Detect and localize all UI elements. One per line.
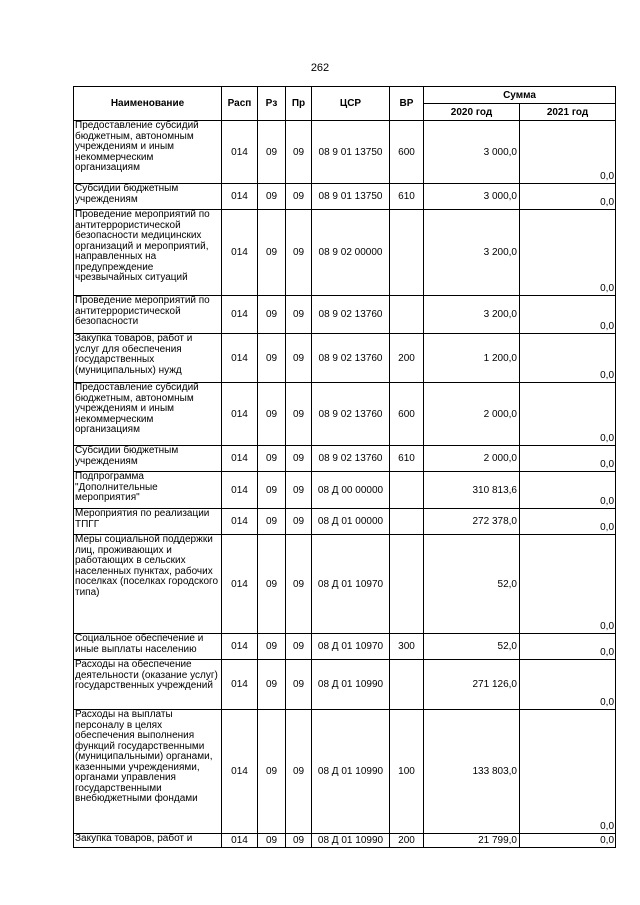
row-vr-cell bbox=[390, 660, 424, 710]
row-pr-cell: 09 bbox=[286, 446, 312, 472]
row-vr-cell bbox=[390, 509, 424, 535]
table-row bbox=[74, 296, 616, 334]
row-rasp-cell: 014 bbox=[222, 834, 258, 848]
row-csr-cell: 08 Д 00 00000 bbox=[312, 472, 390, 509]
row-name-cell: Закупка товаров, работ и bbox=[74, 834, 222, 848]
row-rz-cell: 09 bbox=[258, 184, 286, 210]
row-2020-cell: 133 803,0 bbox=[424, 710, 520, 834]
row-vr-cell bbox=[390, 210, 424, 296]
row-pr-cell: 09 bbox=[286, 184, 312, 210]
row-name-cell: Социальное обеспечение и иные выплаты населению bbox=[74, 634, 222, 660]
row-csr-cell: 08 Д 01 10970 bbox=[312, 634, 390, 660]
row-vr-cell: 610 bbox=[390, 184, 424, 210]
table-row bbox=[74, 660, 616, 710]
row-pr-cell: 09 bbox=[286, 535, 312, 634]
row-rz-cell: 09 bbox=[258, 660, 286, 710]
row-rasp-cell: 014 bbox=[222, 660, 258, 710]
row-csr-cell: 08 Д 01 10990 bbox=[312, 710, 390, 834]
row-rasp-cell: 014 bbox=[222, 383, 258, 446]
row-rz-cell: 09 bbox=[258, 710, 286, 834]
row-vr-cell: 200 bbox=[390, 334, 424, 383]
row-2020-cell: 52,0 bbox=[424, 535, 520, 634]
row-2021-cell: 0,0 bbox=[520, 660, 616, 710]
row-pr-cell: 09 bbox=[286, 634, 312, 660]
row-2020-cell: 272 378,0 bbox=[424, 509, 520, 535]
table-row bbox=[74, 383, 616, 446]
table-row bbox=[74, 334, 616, 383]
header-rasp: Расп bbox=[222, 87, 258, 121]
header-sum: Сумма bbox=[424, 87, 616, 104]
header-2021: 2021 год bbox=[520, 104, 616, 121]
row-rz-cell: 09 bbox=[258, 446, 286, 472]
row-2021-cell: 0,0 bbox=[520, 383, 616, 446]
row-2020-cell: 2 000,0 bbox=[424, 446, 520, 472]
header-rz: Рз bbox=[258, 87, 286, 121]
row-rz-cell: 09 bbox=[258, 535, 286, 634]
row-2021-cell: 0,0 bbox=[520, 334, 616, 383]
row-pr-cell: 09 bbox=[286, 210, 312, 296]
table-row bbox=[74, 535, 616, 634]
budget-table bbox=[73, 86, 616, 848]
row-name-cell: Предоставление субсидий бюджетным, автономным учреждениям и иным некоммерческим организациям bbox=[74, 383, 222, 446]
row-2021-cell: 0,0 bbox=[520, 446, 616, 472]
row-vr-cell: 200 bbox=[390, 834, 424, 848]
row-2020-cell: 21 799,0 bbox=[424, 834, 520, 848]
table-row bbox=[74, 634, 616, 660]
row-rz-cell: 09 bbox=[258, 334, 286, 383]
table-row bbox=[74, 710, 616, 834]
row-name-cell: Закупка товаров, работ и услуг для обеспечения государственных (муниципальных) нужд bbox=[74, 334, 222, 383]
row-pr-cell: 09 bbox=[286, 121, 312, 184]
row-rasp-cell: 014 bbox=[222, 472, 258, 509]
row-2021-cell: 0,0 bbox=[520, 634, 616, 660]
row-2020-cell: 3 200,0 bbox=[424, 210, 520, 296]
header-2020: 2020 год bbox=[424, 104, 520, 121]
row-pr-cell: 09 bbox=[286, 509, 312, 535]
row-csr-cell: 08 Д 01 10990 bbox=[312, 834, 390, 848]
row-rasp-cell: 014 bbox=[222, 121, 258, 184]
row-pr-cell: 09 bbox=[286, 710, 312, 834]
row-2020-cell: 271 126,0 bbox=[424, 660, 520, 710]
table-row bbox=[74, 210, 616, 296]
row-rasp-cell: 014 bbox=[222, 634, 258, 660]
row-rasp-cell: 014 bbox=[222, 446, 258, 472]
row-rasp-cell: 014 bbox=[222, 334, 258, 383]
table-row bbox=[74, 472, 616, 509]
header-csr: ЦСР bbox=[312, 87, 390, 121]
row-name-cell: Подпрограмма "Дополнительные мероприятия" bbox=[74, 472, 222, 509]
row-2020-cell: 3 000,0 bbox=[424, 121, 520, 184]
page-number: 262 bbox=[310, 62, 330, 74]
row-name-cell: Предоставление субсидий бюджетным, автономным учреждениям и иным некоммерческим организациям bbox=[74, 121, 222, 184]
row-vr-cell: 100 bbox=[390, 710, 424, 834]
row-rz-cell: 09 bbox=[258, 634, 286, 660]
row-rasp-cell: 014 bbox=[222, 184, 258, 210]
row-2021-cell: 0,0 bbox=[520, 535, 616, 634]
row-name-cell: Мероприятия по реализации ТПГГ bbox=[74, 509, 222, 535]
row-vr-cell bbox=[390, 472, 424, 509]
table-header bbox=[74, 87, 616, 121]
row-2021-cell: 0,0 bbox=[520, 472, 616, 509]
row-pr-cell: 09 bbox=[286, 334, 312, 383]
row-vr-cell: 600 bbox=[390, 383, 424, 446]
row-2020-cell: 1 200,0 bbox=[424, 334, 520, 383]
row-name-cell: Проведение мероприятий по антитеррористической безопасности bbox=[74, 296, 222, 334]
row-name-cell: Субсидии бюджетным учреждениям bbox=[74, 446, 222, 472]
row-rz-cell: 09 bbox=[258, 296, 286, 334]
row-rz-cell: 09 bbox=[258, 210, 286, 296]
row-csr-cell: 08 Д 01 00000 bbox=[312, 509, 390, 535]
row-name-cell: Меры социальной поддержки лиц, проживающих и работающих в сельских населенных пунктах, рабочих поселках (поселках городского типа) bbox=[74, 535, 222, 634]
row-vr-cell: 600 bbox=[390, 121, 424, 184]
row-2021-cell: 0,0 bbox=[520, 834, 616, 848]
header-vr: ВР bbox=[390, 87, 424, 121]
row-2020-cell: 52,0 bbox=[424, 634, 520, 660]
row-csr-cell: 08 9 02 13760 bbox=[312, 296, 390, 334]
row-2021-cell: 0,0 bbox=[520, 121, 616, 184]
table-row bbox=[74, 834, 616, 848]
row-pr-cell: 09 bbox=[286, 472, 312, 509]
row-name-cell: Расходы на обеспечение деятельности (оказание услуг) государственных учреждений bbox=[74, 660, 222, 710]
row-2021-cell: 0,0 bbox=[520, 710, 616, 834]
row-vr-cell bbox=[390, 296, 424, 334]
row-pr-cell: 09 bbox=[286, 296, 312, 334]
row-2020-cell: 3 000,0 bbox=[424, 184, 520, 210]
row-rz-cell: 09 bbox=[258, 834, 286, 848]
row-2021-cell: 0,0 bbox=[520, 184, 616, 210]
row-rz-cell: 09 bbox=[258, 509, 286, 535]
header-name: Наименование bbox=[74, 87, 222, 121]
table-row bbox=[74, 184, 616, 210]
row-csr-cell: 08 9 02 13760 bbox=[312, 446, 390, 472]
row-name-cell: Расходы на выплаты персоналу в целях обеспечения выполнения функций государственными (муниципальными) органами, казенными учреждениями, органами управления государственными внебюджетными фондами bbox=[74, 710, 222, 834]
row-rz-cell: 09 bbox=[258, 121, 286, 184]
row-2020-cell: 3 200,0 bbox=[424, 296, 520, 334]
header-pr: Пр bbox=[286, 87, 312, 121]
row-name-cell: Проведение мероприятий по антитеррористической безопасности медицинских организаций и мероприятий, направленных на предупреждение чрезвычайных ситуаций bbox=[74, 210, 222, 296]
row-rasp-cell: 014 bbox=[222, 296, 258, 334]
row-rasp-cell: 014 bbox=[222, 509, 258, 535]
row-csr-cell: 08 Д 01 10990 bbox=[312, 660, 390, 710]
table-row bbox=[74, 509, 616, 535]
table-row bbox=[74, 121, 616, 184]
row-2021-cell: 0,0 bbox=[520, 210, 616, 296]
row-csr-cell: 08 9 02 13760 bbox=[312, 334, 390, 383]
row-rz-cell: 09 bbox=[258, 472, 286, 509]
row-2021-cell: 0,0 bbox=[520, 296, 616, 334]
row-2020-cell: 2 000,0 bbox=[424, 383, 520, 446]
row-csr-cell: 08 9 01 13750 bbox=[312, 184, 390, 210]
row-pr-cell: 09 bbox=[286, 383, 312, 446]
table-body bbox=[74, 121, 616, 848]
row-name-cell: Субсидии бюджетным учреждениям bbox=[74, 184, 222, 210]
table-row bbox=[74, 446, 616, 472]
row-pr-cell: 09 bbox=[286, 660, 312, 710]
row-rz-cell: 09 bbox=[258, 383, 286, 446]
row-csr-cell: 08 9 02 13760 bbox=[312, 383, 390, 446]
row-csr-cell: 08 9 01 13750 bbox=[312, 121, 390, 184]
row-pr-cell: 09 bbox=[286, 834, 312, 848]
row-csr-cell: 08 9 02 00000 bbox=[312, 210, 390, 296]
row-vr-cell: 300 bbox=[390, 634, 424, 660]
row-csr-cell: 08 Д 01 10970 bbox=[312, 535, 390, 634]
row-2021-cell: 0,0 bbox=[520, 509, 616, 535]
row-rasp-cell: 014 bbox=[222, 535, 258, 634]
row-vr-cell: 610 bbox=[390, 446, 424, 472]
row-2020-cell: 310 813,6 bbox=[424, 472, 520, 509]
row-rasp-cell: 014 bbox=[222, 210, 258, 296]
row-vr-cell bbox=[390, 535, 424, 634]
row-rasp-cell: 014 bbox=[222, 710, 258, 834]
